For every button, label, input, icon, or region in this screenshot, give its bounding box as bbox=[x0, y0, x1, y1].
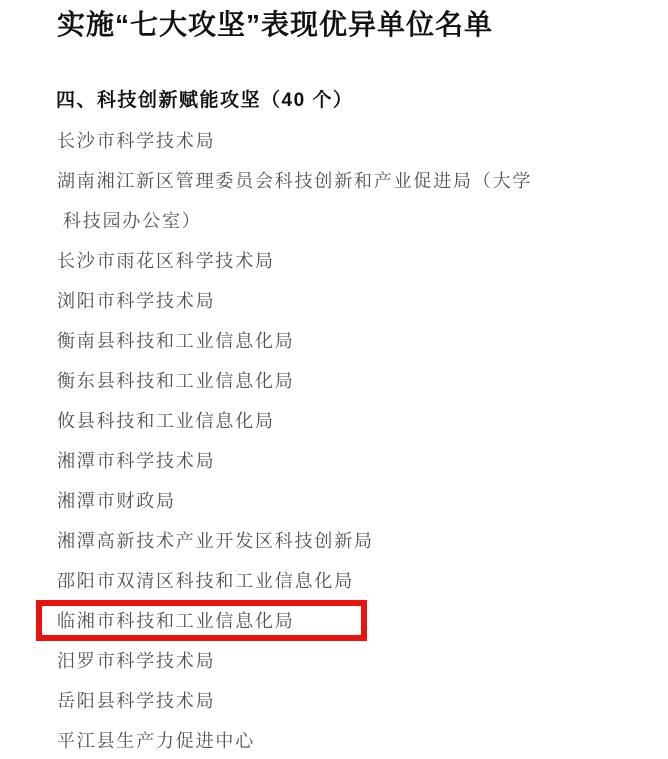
unit-name: 平江县生产力促进中心 bbox=[57, 731, 255, 751]
unit-name: 湘潭高新技术产业开发区科技创新局 bbox=[57, 531, 374, 551]
page-title: 实施“七大攻坚”表现优异单位名单 bbox=[57, 9, 494, 40]
list-item bbox=[57, 521, 668, 561]
unit-name: 攸县科技和工业信息化局 bbox=[57, 411, 275, 431]
unit-name: 衡东县科技和工业信息化局 bbox=[57, 371, 295, 391]
unit-name: 湘潭市科学技术局 bbox=[57, 451, 216, 471]
list-item bbox=[57, 361, 668, 401]
list-item bbox=[57, 401, 668, 441]
unit-name: 汨罗市科学技术局 bbox=[57, 651, 216, 671]
list-item bbox=[57, 281, 668, 321]
unit-name: 岳阳县科学技术局 bbox=[57, 691, 216, 711]
unit-name: 湘潭市财政局 bbox=[57, 491, 176, 511]
list-item bbox=[57, 161, 668, 201]
unit-name: 浏阳市科学技术局 bbox=[57, 291, 216, 311]
list-item bbox=[57, 441, 668, 481]
unit-name: 衡南县科技和工业信息化局 bbox=[57, 331, 295, 351]
unit-name: 科技园办公室） bbox=[63, 211, 202, 231]
unit-name: 邵阳市双清区科技和工业信息化局 bbox=[57, 571, 354, 591]
list-item bbox=[57, 481, 668, 521]
list-item bbox=[57, 321, 668, 361]
list-item-highlighted bbox=[57, 601, 668, 641]
unit-name: 长沙市雨花区科学技术局 bbox=[57, 251, 275, 271]
unit-list bbox=[0, 121, 668, 759]
list-item bbox=[57, 681, 668, 721]
list-item bbox=[57, 121, 668, 161]
list-item bbox=[57, 561, 668, 601]
list-item bbox=[63, 201, 668, 241]
list-item bbox=[57, 241, 668, 281]
list-item bbox=[57, 641, 668, 681]
section-heading: 四、科技创新赋能攻坚（40 个） bbox=[56, 90, 354, 111]
unit-name: 湖南湘江新区管理委员会科技创新和产业促进局（大学 bbox=[57, 171, 533, 191]
unit-name: 临湘市科技和工业信息化局 bbox=[57, 611, 295, 631]
list-item bbox=[57, 721, 668, 759]
unit-name: 长沙市科学技术局 bbox=[57, 131, 216, 151]
